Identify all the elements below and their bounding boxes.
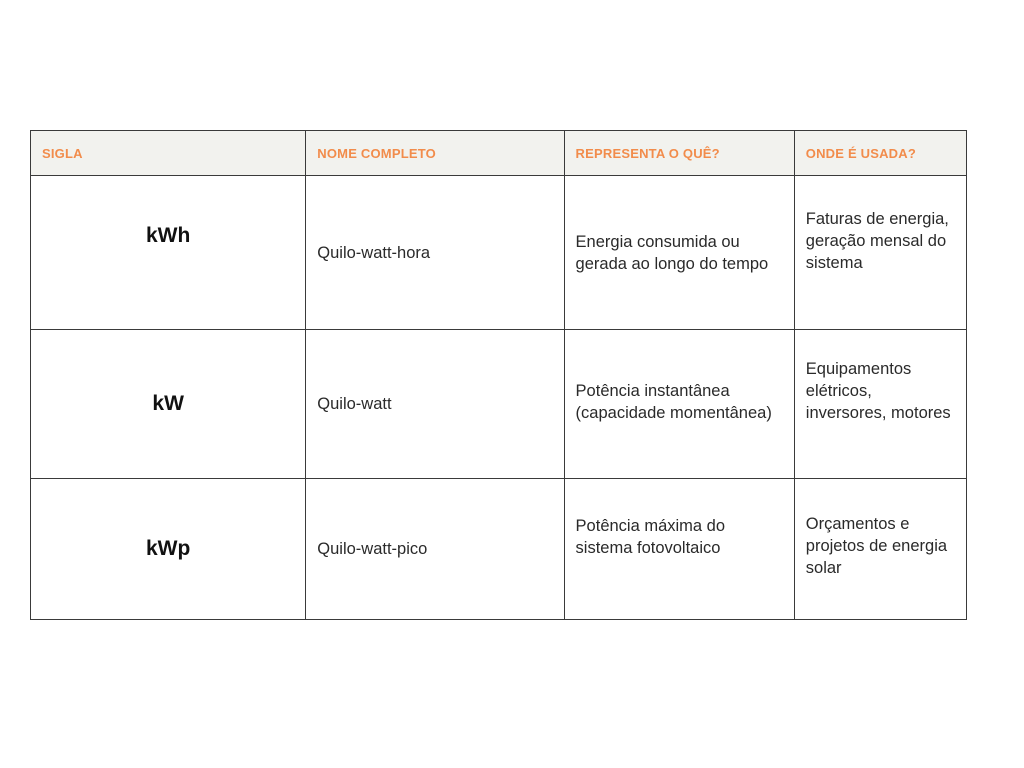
nome-cell — [306, 176, 564, 330]
header-onde-usada: ONDE É USADA? — [794, 131, 966, 176]
nome-text: Quilo-watt-hora — [317, 243, 431, 262]
onde-text: Orçamentos e projetos de energia solar — [805, 515, 948, 577]
onde-text: Equipamentos elétricos, inversores, motores — [805, 360, 951, 422]
table-header — [31, 131, 967, 176]
sigla-cell — [31, 176, 306, 330]
sigla-cell — [31, 330, 306, 479]
representa-text: Energia consumida ou gerada ao longo do tempo — [575, 232, 769, 273]
nome-cell — [306, 479, 564, 620]
nome-text: Quilo-watt — [317, 395, 392, 413]
header-row — [31, 131, 967, 176]
table-row — [31, 479, 967, 620]
representa-cell — [564, 176, 794, 330]
header-sigla: SIGLA — [31, 131, 306, 176]
table-row — [31, 330, 967, 479]
nome-text: Quilo-watt-pico — [317, 540, 428, 558]
sigla-cell — [31, 479, 306, 620]
table-body — [31, 176, 967, 620]
table-row — [31, 176, 967, 330]
representa-cell — [564, 330, 794, 479]
sigla-text: kW — [152, 391, 184, 415]
onde-cell — [794, 479, 966, 620]
header-nome-completo: NOME COMPLETO — [306, 131, 564, 176]
sigla-text: kWh — [145, 224, 191, 247]
representa-text: Potência máxima do sistema fotovoltaico — [575, 517, 726, 557]
onde-text: Faturas de energia, geração mensal do sistema — [805, 210, 949, 272]
onde-cell — [794, 330, 966, 479]
header-representa: REPRESENTA O QUÊ? — [564, 131, 794, 176]
sigla-text: kWp — [145, 536, 191, 560]
representa-text: Potência instantânea (capacidade momentânea) — [575, 382, 772, 422]
nome-cell — [306, 330, 564, 479]
units-comparison-table — [30, 130, 967, 620]
onde-cell — [794, 176, 966, 330]
representa-cell — [564, 479, 794, 620]
